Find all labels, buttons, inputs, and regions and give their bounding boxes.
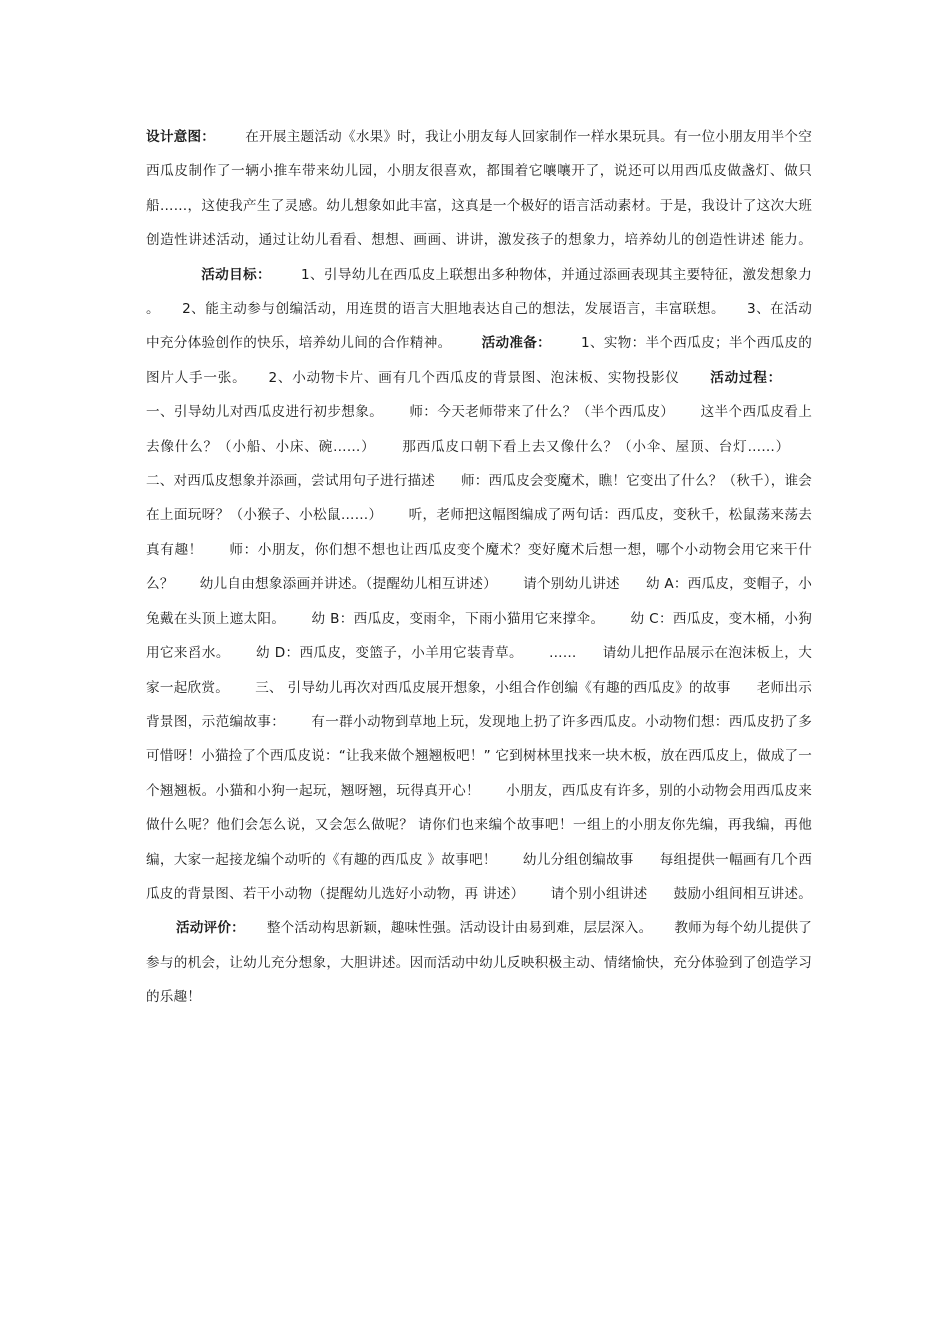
design-intent-text: 在开展主题活动《水果》时，我让小朋友每人回家制作一样水果玩具。有一位小朋友用半个空西瓜皮制作了一辆小推车带来幼儿园，小朋友很喜欢，都围着它嚷嚷开了，说还可以用西瓜皮做盏灯、做只船……，这使我产生了灵感。幼儿想象如此丰富，这真是一个极好的语言活动素材。于是，我设计了这次大班创造性讲述活动，通过让幼儿看看、想想、画画、讲讲，激发孩子的想象力，培养幼儿的创造性讲述 能力。 [146,129,813,249]
child-d: 幼 D：西瓜皮，变篮子，小羊用它装青草。 [255,645,523,662]
step-3-a3: 每组提供一幅画有几个西瓜皮的背景图、若干小动物（提醒幼儿选好小动物，再 讲述） [146,851,812,902]
step-3-a4: 请个别小组讲述 [550,885,648,902]
child-c: 幼 C：西瓜皮，变木桶，小狗用它来舀水。 [146,610,812,662]
step-3-a5: 鼓励小组间相互讲述。 [673,885,812,902]
prep-2: 2、小动物卡片、画有几个西瓜皮的背景图、泡沫板、实物投影仪 [268,369,680,386]
step-1-q3: 那西瓜皮口朝下看上去又像什么？（小伞、屋顶、台灯……） [401,438,790,455]
step-2-q1: 师：西瓜皮会变魔术，瞧！它变出了什么？（秋千），谁会在上面玩呀？（小猴子、小松鼠……） [146,473,812,524]
step-3-a1: 老师出示背景图，示范编故事： [146,679,812,730]
eval-text-2: 教师为每个幼儿提供了参与的机会，让幼儿充分想象，大胆讲述。因而活动中幼儿反映积极主动、情绪愉快，充分体验到了创造学习的乐趣！ [146,920,813,1006]
prep-1: 1、实物：半个西瓜皮；半个西瓜皮的图片人手一张。 [146,335,813,386]
eval-text: 整个活动构思新颖，趣味性强。活动设计由易到难，层层深入。 [266,920,653,937]
step-2-end: 请幼儿把作品展示在泡沫板上，大家一起欣赏。 [146,645,812,696]
eval-label: 活动评价： [176,920,245,937]
step-2-q3: 师：小朋友，你们想不想也让西瓜皮变个魔术？变好魔术后想一想，哪个小动物会用它来干什么？ [146,541,812,593]
goal-3: 3、在活动中充分体验创作的快乐，培养幼儿间的合作精神。 [146,301,813,352]
step-3-title: 三、 引导幼儿再次对西瓜皮展开想象，小组合作创编《有趣的西瓜皮》的故事 [255,679,731,696]
process-label: 活动过程： [709,369,782,386]
step-1-q2: 这半个西瓜皮看上去像什么？（小船、小床、碗……） [146,404,812,455]
step-3-a2: 幼儿分组创编故事 [522,851,634,868]
step-3-prompt: 小朋友，西瓜皮有许多，别的小动物会用西瓜皮来做什么呢？他们会怎么说，又会怎么做呢？ 请你们也来编个故事吧！一组上的小朋友你先编，再我编，再他编，大家一起接龙编个动听的《有趣的西瓜皮 》故事吧！ [146,782,812,868]
goal-2: 2、能主动参与创编活动，用连贯的语言大胆地表达自己的想法，发展语言，丰富联想。 [182,301,726,318]
goals-label: 活动目标： [201,266,271,283]
ellipsis: …… [548,645,577,662]
step-2-a1: 幼儿自由想象添画并讲述。（提醒幼儿相互讲述） [199,576,498,593]
document-paragraph [146,120,812,1015]
goal-1: 1、引导幼儿在西瓜皮上联想出多种物体，并通过添画表现其主要特征，激发想象力 。 [146,266,812,318]
child-a: 幼 A：西瓜皮，变帽子，小兔戴在头顶上遮太阳。 [146,576,812,627]
child-b: 幼 B：西瓜皮，变雨伞，下雨小猫用它来撑伞。 [311,610,605,627]
step-2-q2: 听，老师把这幅图编成了两句话：西瓜皮，变秋千，松鼠荡来荡去真有趣！ [146,507,812,558]
document-body [146,120,812,1015]
step-2-a2: 请个别幼儿讲述 [523,576,620,593]
prep-label: 活动准备： [481,335,552,352]
step-2-title: 二、对西瓜皮想象并添画，尝试用句子进行描述 [146,473,435,490]
step-1-q1: 师：今天老师带来了什么？（半个西瓜皮） [409,404,675,421]
step-3-story: 有一群小动物到草地上玩，发现地上扔了许多西瓜皮。小动物们想：西瓜皮扔了多可惜呀！小猫捡了个西瓜皮说：“让我来做个翘翘板吧！” 它到树林里找来一块木板，放在西瓜皮上，做成了一个翘翘板。小猫和小狗一起玩，翘呀翘，玩得真开心！ [146,713,813,799]
step-1-title: 一、引导幼儿对西瓜皮进行初步想象。 [146,404,384,421]
design-intent-label: 设计意图： [146,129,216,145]
